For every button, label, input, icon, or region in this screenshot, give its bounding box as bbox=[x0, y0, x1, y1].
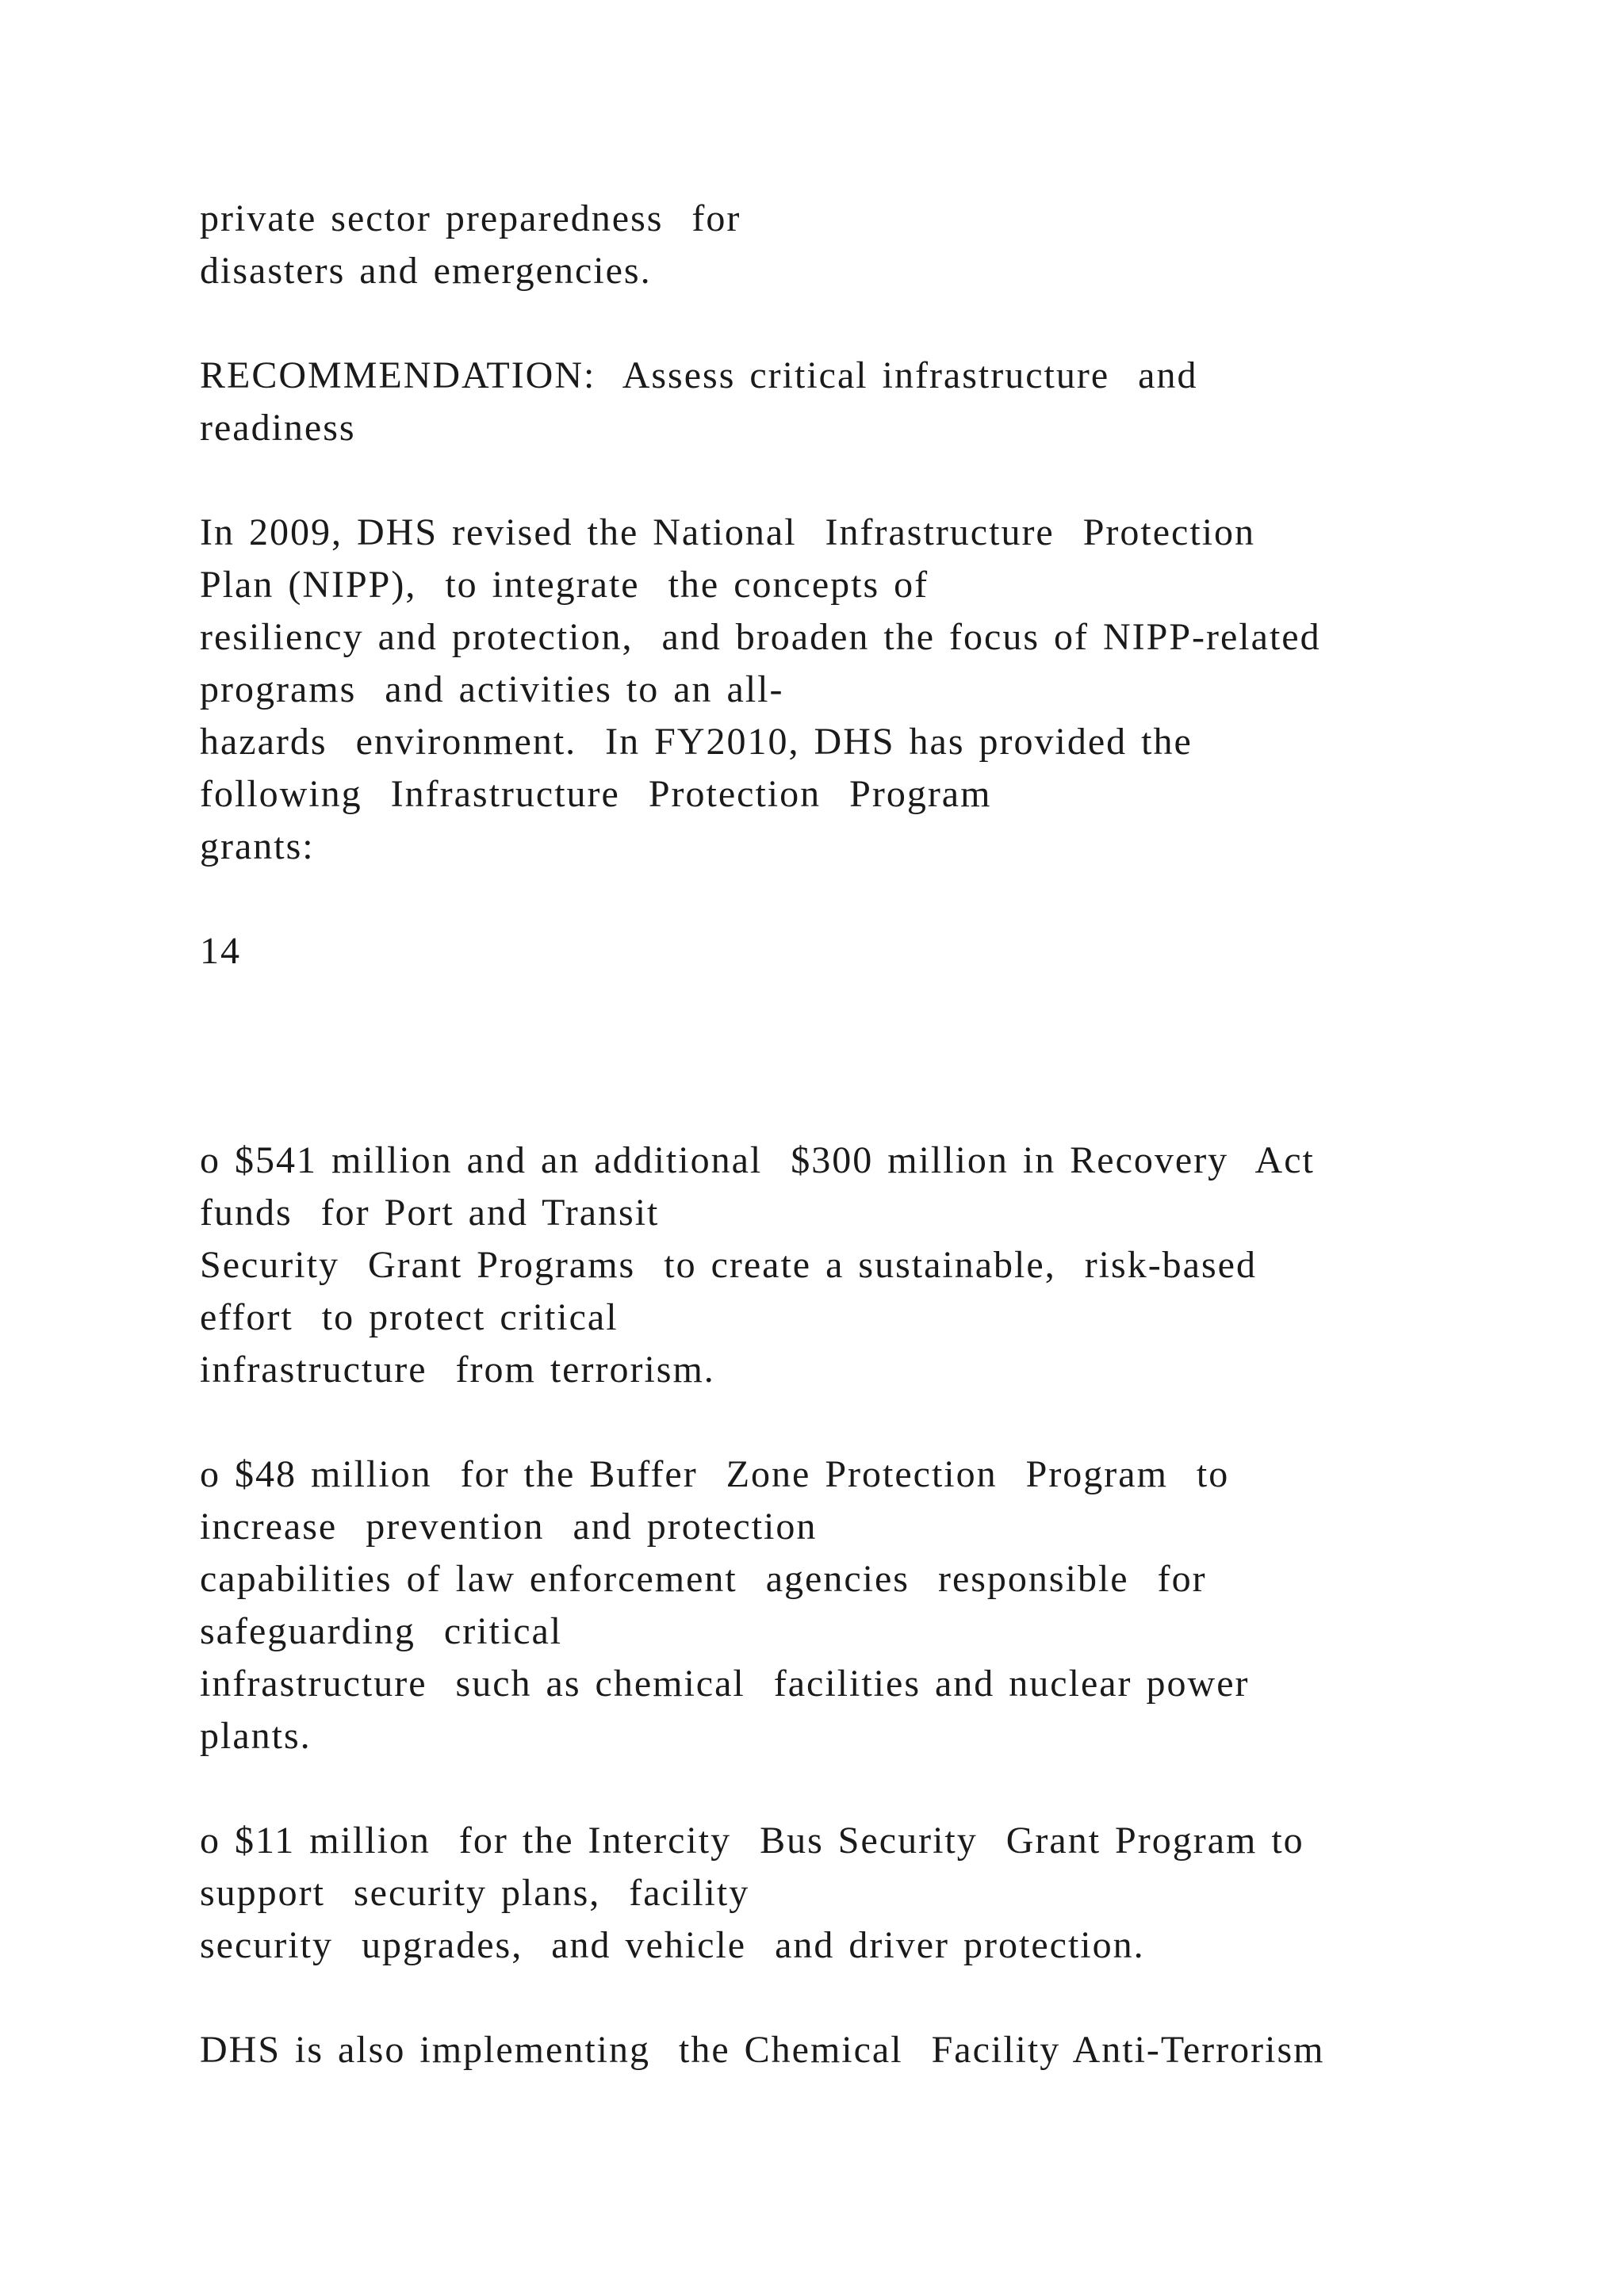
text-line: Security Grant Programs to create a sustainable, risk-based bbox=[200, 1244, 1257, 1286]
text-line: capabilities of law enforcement agencies responsible for bbox=[200, 1558, 1207, 1600]
text-line: security upgrades, and vehicle and driver protection. bbox=[200, 1924, 1145, 1966]
text-line: following Infrastructure Protection Program bbox=[200, 773, 992, 815]
text-line: hazards environment. In FY2010, DHS has provided the bbox=[200, 721, 1193, 763]
text-line: funds for Port and Transit bbox=[200, 1192, 660, 1234]
bullet-item-1: o $541 million and an additional $300 million in Recovery Act bbox=[200, 1139, 1315, 1181]
recommendation-heading: RECOMMENDATION: Assess critical infrastructure and bbox=[200, 354, 1198, 396]
text-line: grants: bbox=[200, 825, 315, 867]
text-line: DHS is also implementing the Chemical Facility Anti-Terrorism bbox=[200, 2029, 1325, 2071]
text-line: support security plans, facility bbox=[200, 1872, 750, 1914]
text-line: In 2009, DHS revised the National Infrastructure Protection bbox=[200, 511, 1256, 553]
text-line: infrastructure such as chemical facilities and nuclear power bbox=[200, 1663, 1250, 1705]
text-line: programs and activities to an all- bbox=[200, 668, 784, 710]
text-line: infrastructure from terrorism. bbox=[200, 1349, 715, 1391]
bullet-item-3: o $11 million for the Intercity Bus Security Grant Program to bbox=[200, 1820, 1304, 1862]
text-line: private sector preparedness for bbox=[200, 197, 741, 239]
text-line: Plan (NIPP), to integrate the concepts of bbox=[200, 564, 929, 606]
text-line: increase prevention and protection bbox=[200, 1506, 818, 1548]
text-line: disasters and emergencies. bbox=[200, 250, 652, 292]
text-line: readiness bbox=[200, 407, 356, 449]
text-line: safeguarding critical bbox=[200, 1610, 563, 1652]
text-line: plants. bbox=[200, 1715, 312, 1757]
page-number: 14 bbox=[200, 930, 241, 972]
text-line: resiliency and protection, and broaden the focus of NIPP-related bbox=[200, 616, 1321, 658]
text-line: effort to protect critical bbox=[200, 1296, 619, 1338]
bullet-item-2: o $48 million for the Buffer Zone Protection Program to bbox=[200, 1453, 1230, 1495]
